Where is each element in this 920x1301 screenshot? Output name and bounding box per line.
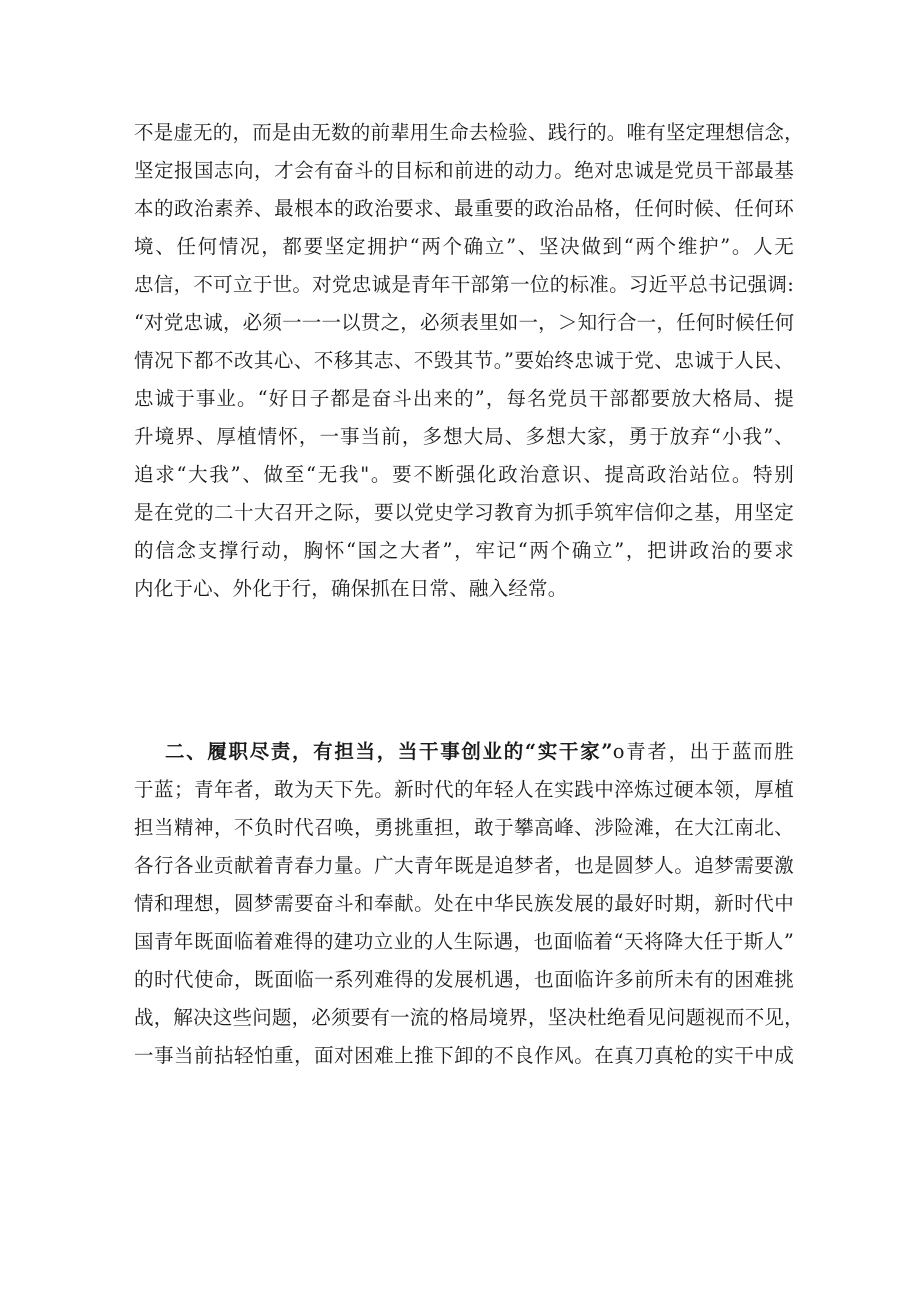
text-line: 情况下都不改其心、不移其志、不毁其节。”要始终忠诚于党、忠诚于人民、 bbox=[134, 349, 794, 372]
text-line: 战，解决这些问题，必须要有一流的格局境界，坚决杜绝看见问题视而不见， bbox=[134, 1006, 804, 1029]
text-line: 坚定报国志向，才会有奋斗的目标和前进的动力。绝对忠诚是党员干部最基 bbox=[134, 159, 794, 182]
text-line: “对党忠诚，必须一一一以贯之，必须表里如一，＞知行合一，任何时候任何 bbox=[134, 311, 795, 334]
text-line: 境、任何情况，都要坚定拥护“两个确立”、坚决做到“两个维护”。人无 bbox=[134, 235, 794, 258]
text-line: 担当精神，不负时代召唤，勇挑重担，敢于攀高峰、涉险滩，在大江南北、 bbox=[134, 816, 794, 839]
text-line: 不是虚无的，而是由无数的前辈用生命去检验、践行的。唯有坚定理想信念， bbox=[134, 121, 804, 144]
paragraph-2 bbox=[134, 733, 804, 1075]
text-line: 忠诚于事业。“好日子都是奋斗出来的”，每名党员干部都要放大格局、提 bbox=[134, 387, 794, 410]
text-line: 的时代使命，既面临一系列难得的发展机遇，也面临许多前所未有的困难挑 bbox=[134, 968, 794, 991]
text-line: 一事当前拈轻怕重，面对困难上推下卸的不良作风。在真刀真枪的实干中成 bbox=[134, 1044, 794, 1067]
text-line: 情和理想，圆梦需要奋斗和奉献。处在中华民族发展的最好时期，新时代中 bbox=[134, 892, 794, 915]
text-line: 于蓝；青年者，敢为天下先。新时代的年轻人在实践中淬炼过硬本领，厚植 bbox=[134, 778, 794, 801]
text-line: 国青年既面临着难得的建功立业的人生际遇，也面临着“天将降大任于斯人” bbox=[134, 930, 794, 953]
section-heading-line bbox=[134, 733, 794, 771]
text-line: 内化于心、外化于行，确保抓在日常、融入经常。 bbox=[134, 577, 568, 600]
text-line: 追求“大我”、做至“无我"。要不断强化政治意识、提高政治站位。特别 bbox=[134, 463, 794, 486]
text-line: 升境界、厚植情怀，一事当前，多想大局、多想大家，勇于放弃“小我”、 bbox=[134, 425, 794, 448]
text-line: 本的政治素养、最根本的政治要求、最重要的政治品格，任何时候、任何环 bbox=[134, 197, 794, 220]
paragraph-1 bbox=[134, 114, 804, 608]
section-heading-tail: o青者，出于蓝而胜 bbox=[612, 740, 794, 763]
text-line: 的信念支撑行动，胸怀“国之大者”，牢记“两个确立”，把讲政治的要求 bbox=[134, 539, 794, 562]
text-line: 忠信，不可立于世。对党忠诚是青年干部第一位的标准。习近平总书记强调: bbox=[134, 273, 794, 296]
section-heading: 二、履职尽责，有担当，当干事创业的“实干家” bbox=[165, 740, 613, 763]
text-line: 各行各业贡献着青春力量。广大青年既是追梦者，也是圆梦人。追梦需要激 bbox=[134, 854, 794, 877]
text-line: 是在党的二十大召开之际，要以党史学习教育为抓手筑牢信仰之基，用坚定 bbox=[134, 501, 794, 524]
